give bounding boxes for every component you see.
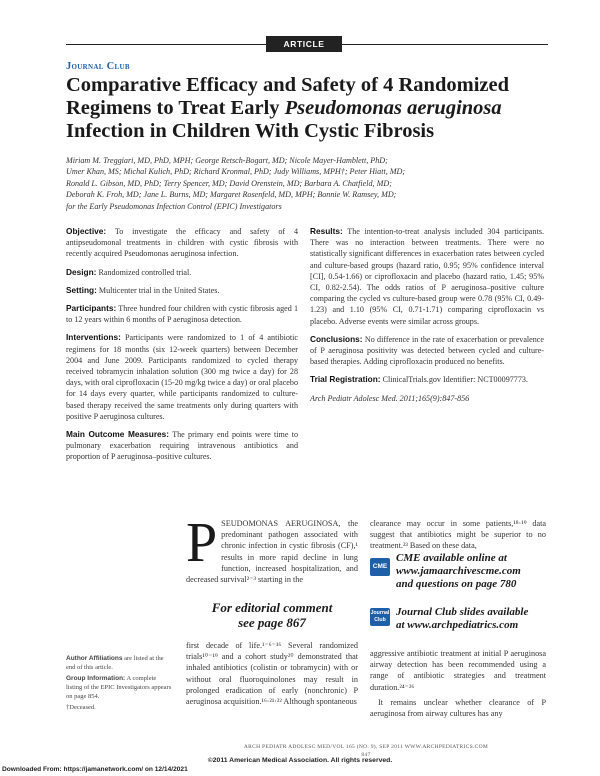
- author-line: Deborah K. Froh, MD; Jane L. Burns, MD; Margaret Rosenfeld, MD, MPH; Bonnie W. Ramsey, MD;: [66, 190, 397, 200]
- setting-heading: Setting:: [66, 284, 97, 295]
- author-line: Miriam M. Treggiari, MD, PhD, MPH; George Retsch-Bogart, MD; Nicole Mayer-Hamblett, PhD;: [66, 156, 388, 165]
- author-line: Ronald L. Gibson, MD, PhD; Terry Spencer, MD; David Orenstein, MD; Barbara A. Chatfield, MD;: [66, 178, 392, 188]
- title-part-2: Infection in Children With Cystic Fibrosis: [66, 120, 435, 142]
- abstract-participants: [66, 303, 298, 325]
- author-line: Umer Khan, MS; Michal Kulich, PhD; Richard Kronmal, PhD; Judy Williams, MPH†; Peter Hiatt, MD;: [66, 167, 406, 177]
- results-text: The intention-to-treat analysis included 304 participants. There was no interaction between treatments. There were no statistically significant differences in exacerbation rates between cycled and culture-based groups (hazard ratio, 0.95; 95% confidence interval [CI], 0.54-1.66) or ciprofloxacin and placebo (hazard ratio, 1.45; 95% CI, 0.82-2.54). The odds ratios of P aeruginosa–positive culture comparing the cycled vs culture-based group were 0.78 (95% CI, 0.49-1.23) and 1.10 (95% CI, 0.71-1.71) comparing ciprofloxacin vs placebo. Adverse events were similar across groups.: [310, 227, 544, 326]
- drop-cap: P: [186, 512, 218, 574]
- article-banner: [66, 36, 548, 52]
- jc-link[interactable]: at www.archpediatrics.com: [396, 619, 519, 631]
- jc-line-1: Journal Club slides available: [396, 606, 529, 618]
- main-outcome-heading: Main Outcome Measures:: [66, 429, 170, 440]
- abstract-conclusions: [310, 334, 544, 368]
- footer-journal-line: ARCH PEDIATR ADOLESC MED/VOL 165 (NO. 9), SEP 2011 WWW.ARCHPEDIATRICS.COM: [243, 744, 489, 750]
- affiliations-note: [66, 654, 174, 672]
- participants-text: Three hundred four children with cystic fibrosis aged 1 to 12 years within 6 months of P aeruginosa detection.: [66, 304, 298, 325]
- jc-icon-line-2: Club: [374, 617, 386, 623]
- citation: Arch Pediatr Adolesc Med. 2011;165(9):847-856: [310, 393, 470, 403]
- author-list: [66, 155, 546, 212]
- title-part-1: Comparative Efficacy and Safety of 4 Randomized Regimens to Treat Early: [66, 74, 509, 119]
- group-info-heading: Group Information:: [66, 675, 126, 682]
- design-heading: Design:: [66, 266, 97, 277]
- main-outcome-text: The primary end points were time to pulmonary exacerbation requiring intravenous antibiotics and proportion of P aeruginosa–positive cultures.: [66, 430, 298, 462]
- section-label: Journal Club: [66, 61, 130, 72]
- cme-icon: CME: [370, 558, 390, 576]
- abstract-right-column: [310, 226, 544, 411]
- body-first-smallcaps: SEUDOMONAS AERUGINOSA: [221, 519, 339, 528]
- abstract-main-outcome: [66, 429, 298, 463]
- results-heading: Results:: [310, 226, 343, 236]
- cme-line-3: and questions on page 780: [396, 578, 517, 590]
- body-intro: [186, 512, 358, 585]
- body-middle-text: first decade of life.¹⁻⁶⁻¹⁶ Several randomized trials¹⁰⁻¹⁹ and a cohort study²⁰ demonstrated that inhaled antibiotics (colistin or tobramycin) with or without oral fluoroquinolones may result in prolonged eradication of early (nonchronic) P aeruginosa acquisition.¹⁶⋅²¹⋅²² Although spontaneous: [186, 641, 358, 707]
- editorial-callout: [186, 600, 358, 630]
- participants-heading: Participants:: [66, 303, 117, 314]
- objective-heading: Objective:: [66, 226, 107, 236]
- download-stamp: Downloaded From: https://jamanetwork.com/ on 12/14/2021: [2, 766, 188, 773]
- journal-club-text: [396, 606, 554, 632]
- interventions-heading: Interventions:: [66, 332, 121, 343]
- title-italic: Pseudomonas aeruginosa: [284, 97, 502, 119]
- setting-text: Multicenter trial in the United States.: [96, 285, 220, 295]
- abstract-results: [310, 226, 544, 327]
- journal-club-icon: [370, 608, 390, 626]
- trial-heading: Trial Registration:: [310, 374, 381, 385]
- cme-text: [396, 552, 554, 591]
- article-type-tag: ARTICLE: [266, 36, 342, 52]
- abstract-trial-registration: [310, 374, 544, 385]
- page-number: 847: [361, 752, 371, 758]
- abstract-left-column: [66, 226, 298, 470]
- group-info-text: A complete listing of the EPIC Investigators appears on page 854.: [66, 675, 172, 700]
- copyright-notice: ©2011 American Medical Association. All rights reserved.: [207, 757, 393, 764]
- abstract-setting: [66, 285, 298, 296]
- design-text: Randomized controlled trial.: [96, 267, 192, 277]
- body-first-text: , the predominant pathogen associated with chronic infection in cystic fibrosis (CF),¹ results in more rapid decline in lung function, increased hospitalization, and decreased survival²⁻³ starting in the: [186, 519, 358, 585]
- objective-text: To investigate the efficacy and safety of 4 antipseudomonal treatments in children with cystic fibrosis with recently acquired Pseudomonas aeruginosa infection.: [66, 227, 298, 259]
- abstract-interventions: [66, 332, 298, 422]
- author-affiliations: [66, 654, 174, 714]
- cme-link[interactable]: www.jamaarchivescme.com: [396, 565, 521, 577]
- affiliations-heading: Author Affiliations: [66, 655, 123, 662]
- body-right-paragraph-2: It remains unclear whether clearance of P aeruginosa from airway cultures has any: [370, 697, 546, 719]
- article-title: [66, 74, 556, 143]
- cme-line-1: CME available online at: [396, 552, 507, 564]
- trial-text: ClinicalTrials.gov Identifier: NCT00097773.: [380, 375, 528, 385]
- deceased-note: †Deceased.: [66, 704, 96, 711]
- body-right-paragraph-1: aggressive antibiotic treatment at initial P aeruginosa airway detection has been recommended using a range of antibiotic strategies and treatment duration.²⁴⁻²⁶: [370, 649, 546, 692]
- abstract-design: [66, 267, 298, 278]
- page-footer: [186, 744, 546, 758]
- jc-icon-line-1: Journal: [370, 610, 390, 616]
- conclusions-heading: Conclusions:: [310, 333, 363, 344]
- conclusions-text: No difference in the rate of exacerbation or prevalence of P aeruginosa positivity was detected between cycled and culture-based therapies. Adding ciprofloxacin produced no benefits.: [310, 334, 544, 367]
- editorial-line-2: see page 867: [238, 615, 306, 630]
- interventions-text: Participants were randomized to 1 of 4 antibiotic regimens for 18 months (six 12-week quarters) between December 2004 and June 2009. Participants randomized to cycled therapy received tobramycin inhalation solution (300 mg twice a day) for 28 days, with oral ciprofloxacin (15-20 mg/kg twice a day) or oral placebo for 14 days every quarter, while participants randomized to culture-based therapy received the same treatments only during quarters with positive P aeruginosa cultures.: [66, 333, 298, 421]
- author-line: for the Early Pseudomonas Infection Control (EPIC) Investigators: [66, 201, 282, 211]
- body-right-bottom: [370, 648, 546, 723]
- group-info-note: [66, 674, 174, 701]
- body-right-top: clearance may occur in some patients,¹⁸⋅¹⁹ data suggest that antibiotics might be superior to no treatment.²³ Based on these data,: [370, 519, 546, 551]
- editorial-line-1: For editorial comment: [211, 600, 333, 615]
- abstract-objective: [66, 226, 298, 260]
- affiliations-text: are listed at the end of this article.: [66, 655, 164, 671]
